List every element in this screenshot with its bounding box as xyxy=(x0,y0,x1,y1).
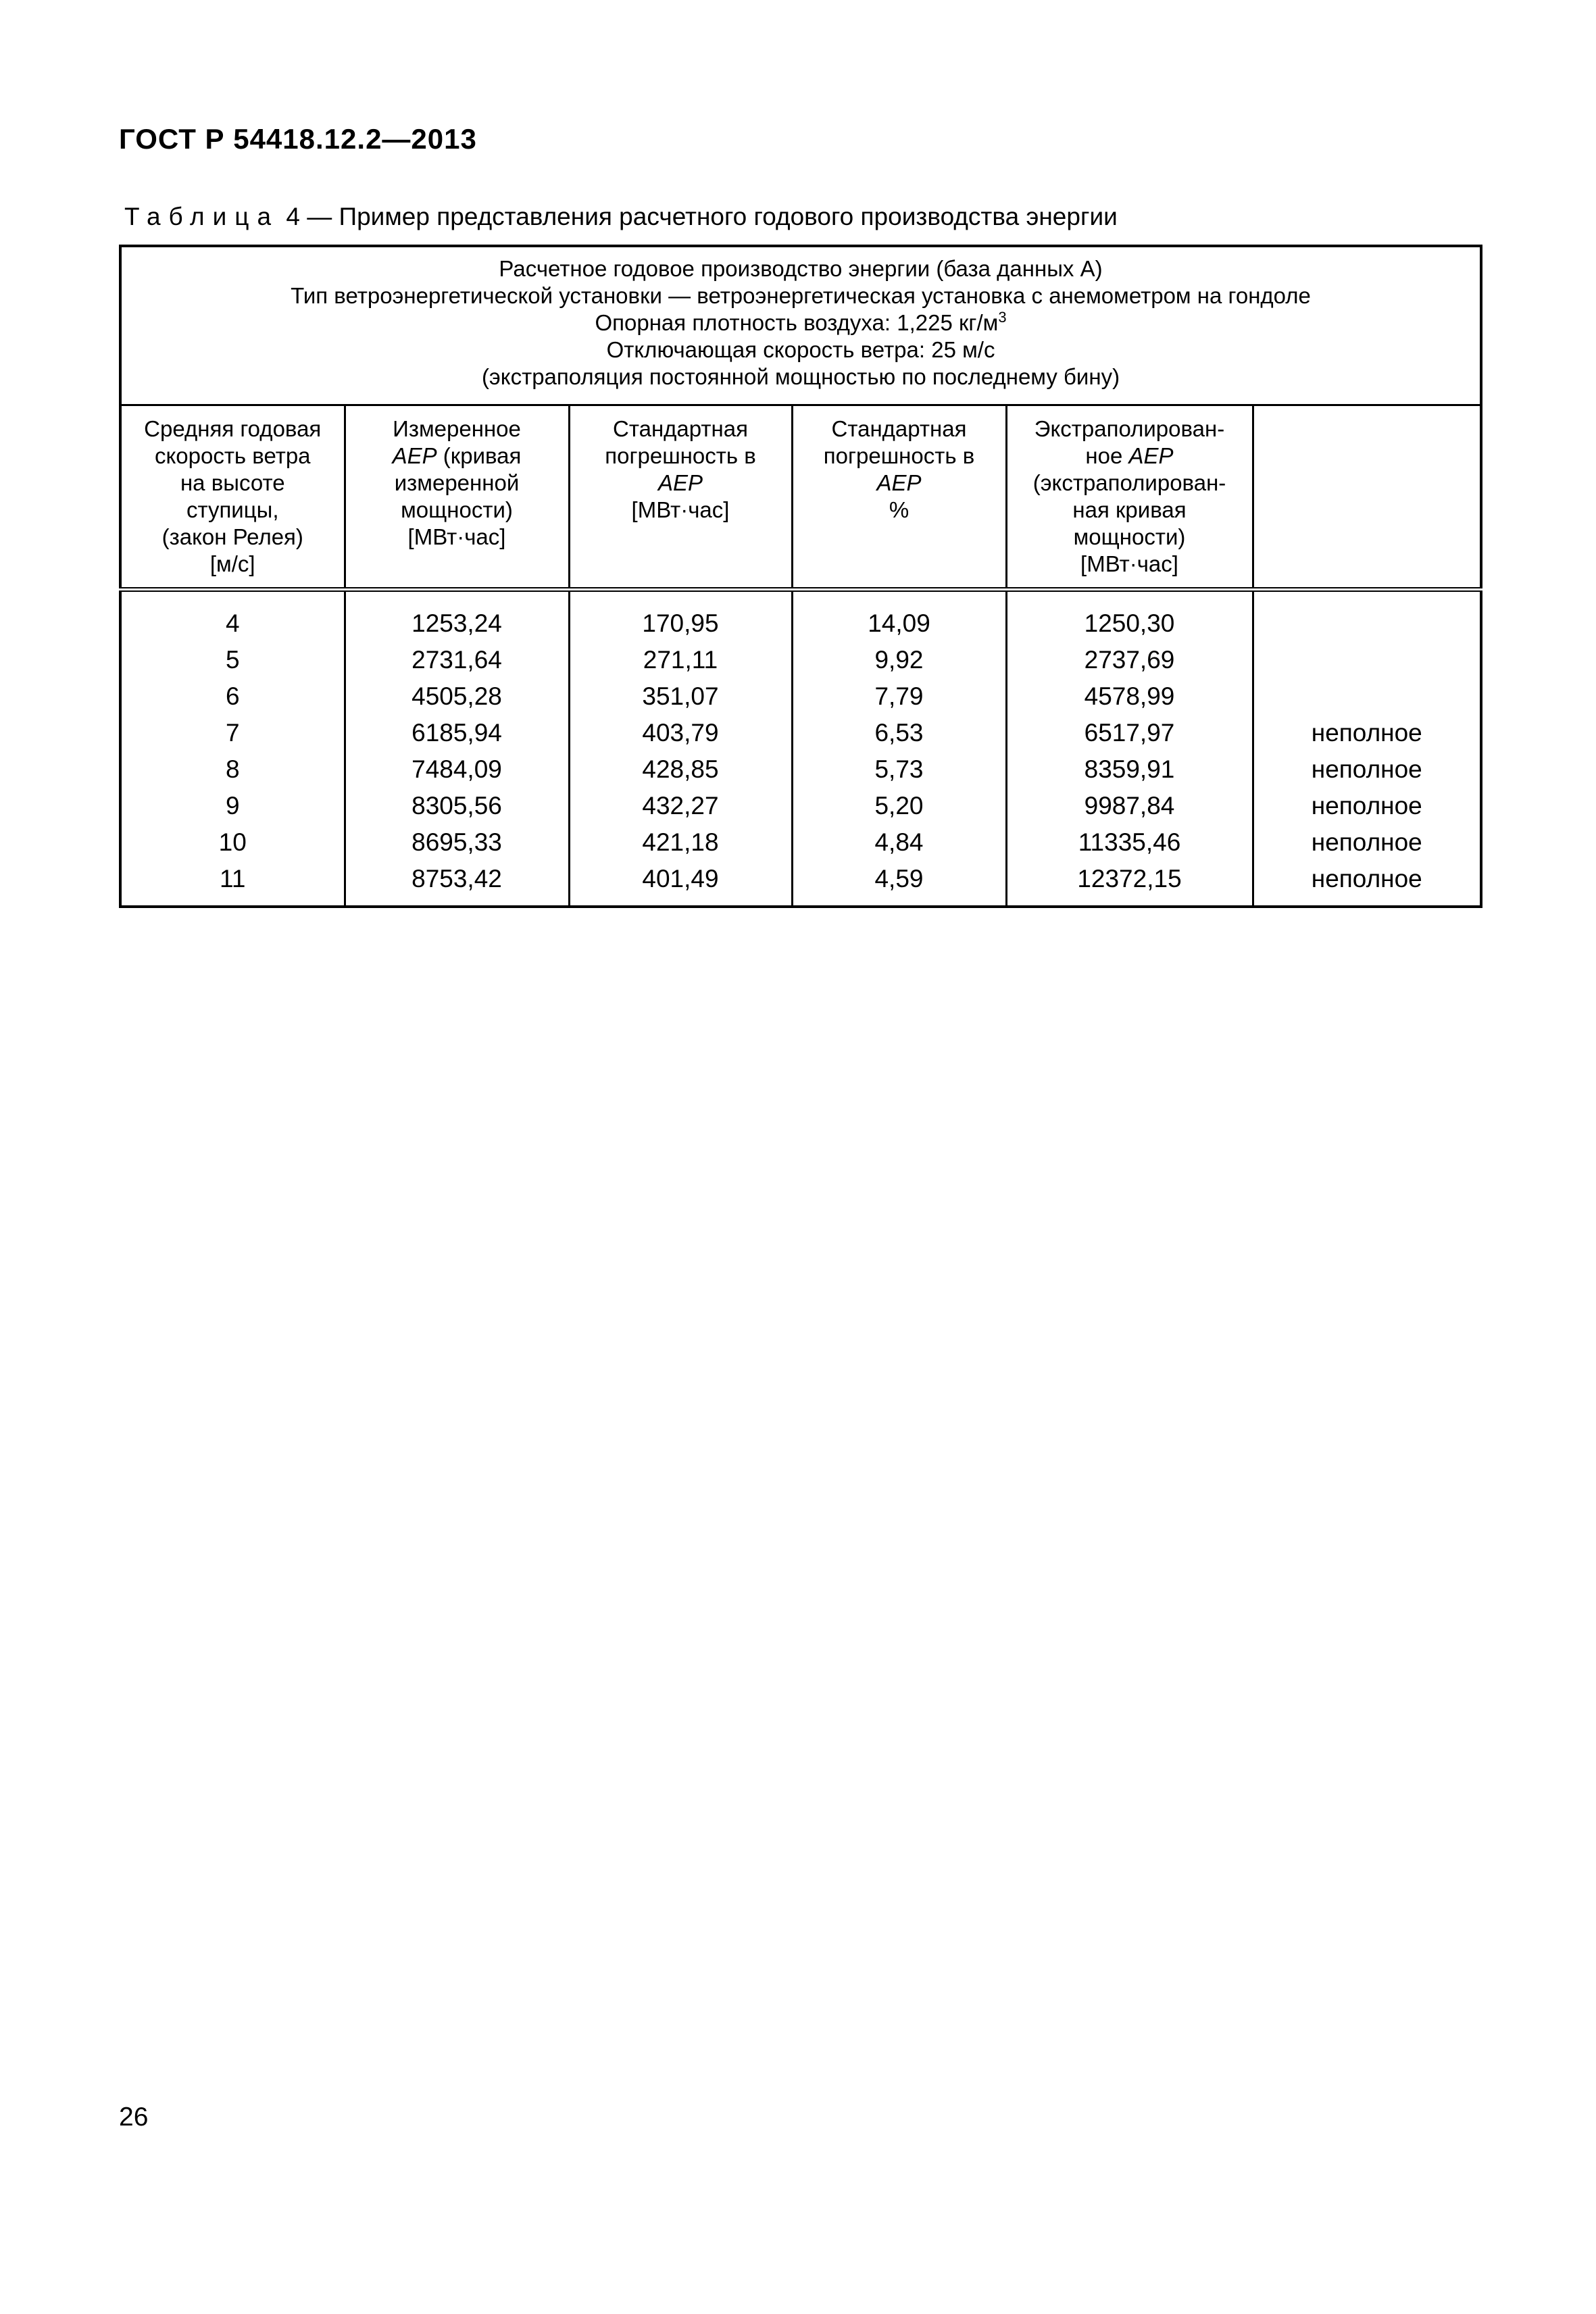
cell-wind-speed: 10 xyxy=(218,828,247,856)
cell-std-uncertainty-pct: 14,09 xyxy=(792,590,1006,643)
cell-std-uncertainty-mwh: 432,27 xyxy=(569,788,792,824)
air-density-text: Опорная плотность воздуха: 1,225 кг/м xyxy=(595,310,999,335)
cell-wind-speed: 11 xyxy=(220,865,246,892)
banner-line: Расчетное годовое производство энергии (база данных А) xyxy=(499,256,1103,281)
table-row xyxy=(120,590,1481,643)
header-line: [МВт·час] xyxy=(1080,551,1178,576)
cell-std-uncertainty-mwh: 170,95 xyxy=(569,590,792,643)
cell-measured-aep: 4505,28 xyxy=(345,678,569,715)
header-line: Стандартная xyxy=(613,416,748,441)
cell-note: неполное xyxy=(1253,751,1481,788)
cell-wind-speed: 7 xyxy=(225,719,240,747)
header-line: погрешность в xyxy=(823,443,975,468)
cell-note: неполное xyxy=(1253,824,1481,861)
cell-measured-aep: 7484,09 xyxy=(345,751,569,788)
cell-std-uncertainty-mwh: 271,11 xyxy=(569,642,792,678)
cell-extrapolated-aep: 9987,84 xyxy=(1006,788,1253,824)
aep-abbrev: AEP xyxy=(392,443,437,468)
cell-std-uncertainty-pct: 4,84 xyxy=(792,824,1006,861)
cell-extrapolated-aep: 2737,69 xyxy=(1006,642,1253,678)
table-row xyxy=(120,678,1481,715)
table-banner xyxy=(120,246,1481,405)
header-line xyxy=(346,443,568,470)
header-line: измеренной xyxy=(394,470,520,495)
cell-measured-aep: 6185,94 xyxy=(345,715,569,751)
document-header: ГОСТ Р 54418.12.2—2013 xyxy=(119,123,477,155)
cell-std-uncertainty-pct: 5,73 xyxy=(792,751,1006,788)
table-row xyxy=(120,824,1481,861)
cell-extrapolated-aep: 4578,99 xyxy=(1006,678,1253,715)
cell-measured-aep: 8753,42 xyxy=(345,861,569,907)
aep-abbrev: AEP xyxy=(876,470,922,495)
cell-wind-speed: 5 xyxy=(225,646,240,674)
cell-extrapolated-aep: 11335,46 xyxy=(1006,824,1253,861)
cell-std-uncertainty-mwh: 421,18 xyxy=(569,824,792,861)
table-row xyxy=(120,751,1481,788)
header-line: (закон Релея) xyxy=(161,524,303,549)
table-caption-label: Таблица xyxy=(124,203,280,230)
cell-std-uncertainty-mwh: 401,49 xyxy=(569,861,792,907)
cell-extrapolated-aep: 1250,30 xyxy=(1006,590,1253,643)
cell-std-uncertainty-pct: 9,92 xyxy=(792,642,1006,678)
table-caption xyxy=(124,203,1118,231)
cell-note: неполное xyxy=(1253,788,1481,824)
cell-std-uncertainty-mwh: 428,85 xyxy=(569,751,792,788)
header-line: ная кривая xyxy=(1072,497,1187,522)
page-number: 26 xyxy=(119,2103,149,2132)
column-header-wind-speed xyxy=(120,405,345,590)
cell-std-uncertainty-pct: 5,20 xyxy=(792,788,1006,824)
header-line xyxy=(1007,443,1252,470)
header-line: погрешность в xyxy=(605,443,756,468)
header-line: Средняя годовая xyxy=(144,416,322,441)
cell-wind-speed: 9 xyxy=(225,792,240,820)
table-banner-row xyxy=(120,246,1481,405)
aep-abbrev: AEP xyxy=(657,470,703,495)
header-line: ступицы, xyxy=(186,497,279,522)
header-line: [МВт·час] xyxy=(407,524,506,549)
cell-extrapolated-aep: 12372,15 xyxy=(1006,861,1253,907)
cell-note: неполное xyxy=(1253,861,1481,907)
table-row xyxy=(120,788,1481,824)
header-fragment: (кривая xyxy=(437,443,522,468)
header-line: мощности) xyxy=(401,497,513,522)
cell-std-uncertainty-mwh: 351,07 xyxy=(569,678,792,715)
air-density-superscript: 3 xyxy=(998,309,1007,326)
header-line: скорость ветра xyxy=(154,443,311,468)
header-line: [МВт·час] xyxy=(631,497,730,522)
cell-measured-aep: 2731,64 xyxy=(345,642,569,678)
column-header-std-uncertainty-mwh xyxy=(569,405,792,590)
header-line: % xyxy=(889,497,909,522)
cell-note xyxy=(1253,590,1481,643)
cell-std-uncertainty-pct: 6,53 xyxy=(792,715,1006,751)
banner-line: Отключающая скорость ветра: 25 м/с xyxy=(606,337,995,362)
header-line: (экстраполирован- xyxy=(1032,470,1226,495)
column-header-extrapolated-aep xyxy=(1006,405,1253,590)
cell-measured-aep: 8695,33 xyxy=(345,824,569,861)
aep-table xyxy=(119,245,1482,908)
cell-wind-speed: 6 xyxy=(225,682,240,710)
cell-extrapolated-aep: 6517,97 xyxy=(1006,715,1253,751)
cell-measured-aep: 8305,56 xyxy=(345,788,569,824)
table-caption-text: Пример представления расчетного годового производства энергии xyxy=(339,203,1118,230)
cell-note: неполное xyxy=(1253,715,1481,751)
banner-line xyxy=(128,309,1473,336)
header-line: мощности) xyxy=(1073,524,1186,549)
header-line: Стандартная xyxy=(831,416,967,441)
table-row xyxy=(120,642,1481,678)
cell-std-uncertainty-mwh: 403,79 xyxy=(569,715,792,751)
cell-std-uncertainty-pct: 4,59 xyxy=(792,861,1006,907)
header-line: Экстраполирован- xyxy=(1034,416,1225,441)
cell-std-uncertainty-pct: 7,79 xyxy=(792,678,1006,715)
header-line: на высоте xyxy=(180,470,285,495)
table-row xyxy=(120,861,1481,907)
table-row xyxy=(120,715,1481,751)
header-fragment: ное xyxy=(1085,443,1129,468)
table-body xyxy=(120,590,1481,907)
cell-note xyxy=(1253,678,1481,715)
column-header-measured-aep xyxy=(345,405,569,590)
cell-measured-aep: 1253,24 xyxy=(345,590,569,643)
table-header-row xyxy=(120,405,1481,590)
banner-line: (экстраполяция постоянной мощностью по последнему бину) xyxy=(481,364,1120,389)
column-header-note xyxy=(1253,405,1481,590)
cell-wind-speed: 4 xyxy=(225,609,240,637)
cell-extrapolated-aep: 8359,91 xyxy=(1006,751,1253,788)
column-header-std-uncertainty-pct xyxy=(792,405,1006,590)
header-line: [м/с] xyxy=(209,551,255,576)
cell-wind-speed: 8 xyxy=(225,755,240,783)
header-line: Измеренное xyxy=(393,416,521,441)
cell-note xyxy=(1253,642,1481,678)
aep-abbrev: AEP xyxy=(1128,443,1174,468)
banner-line: Тип ветроэнергетической установки — ветроэнергетическая установка с анемометром на гондоле xyxy=(291,283,1311,308)
table-caption-number: 4 — xyxy=(279,203,339,230)
